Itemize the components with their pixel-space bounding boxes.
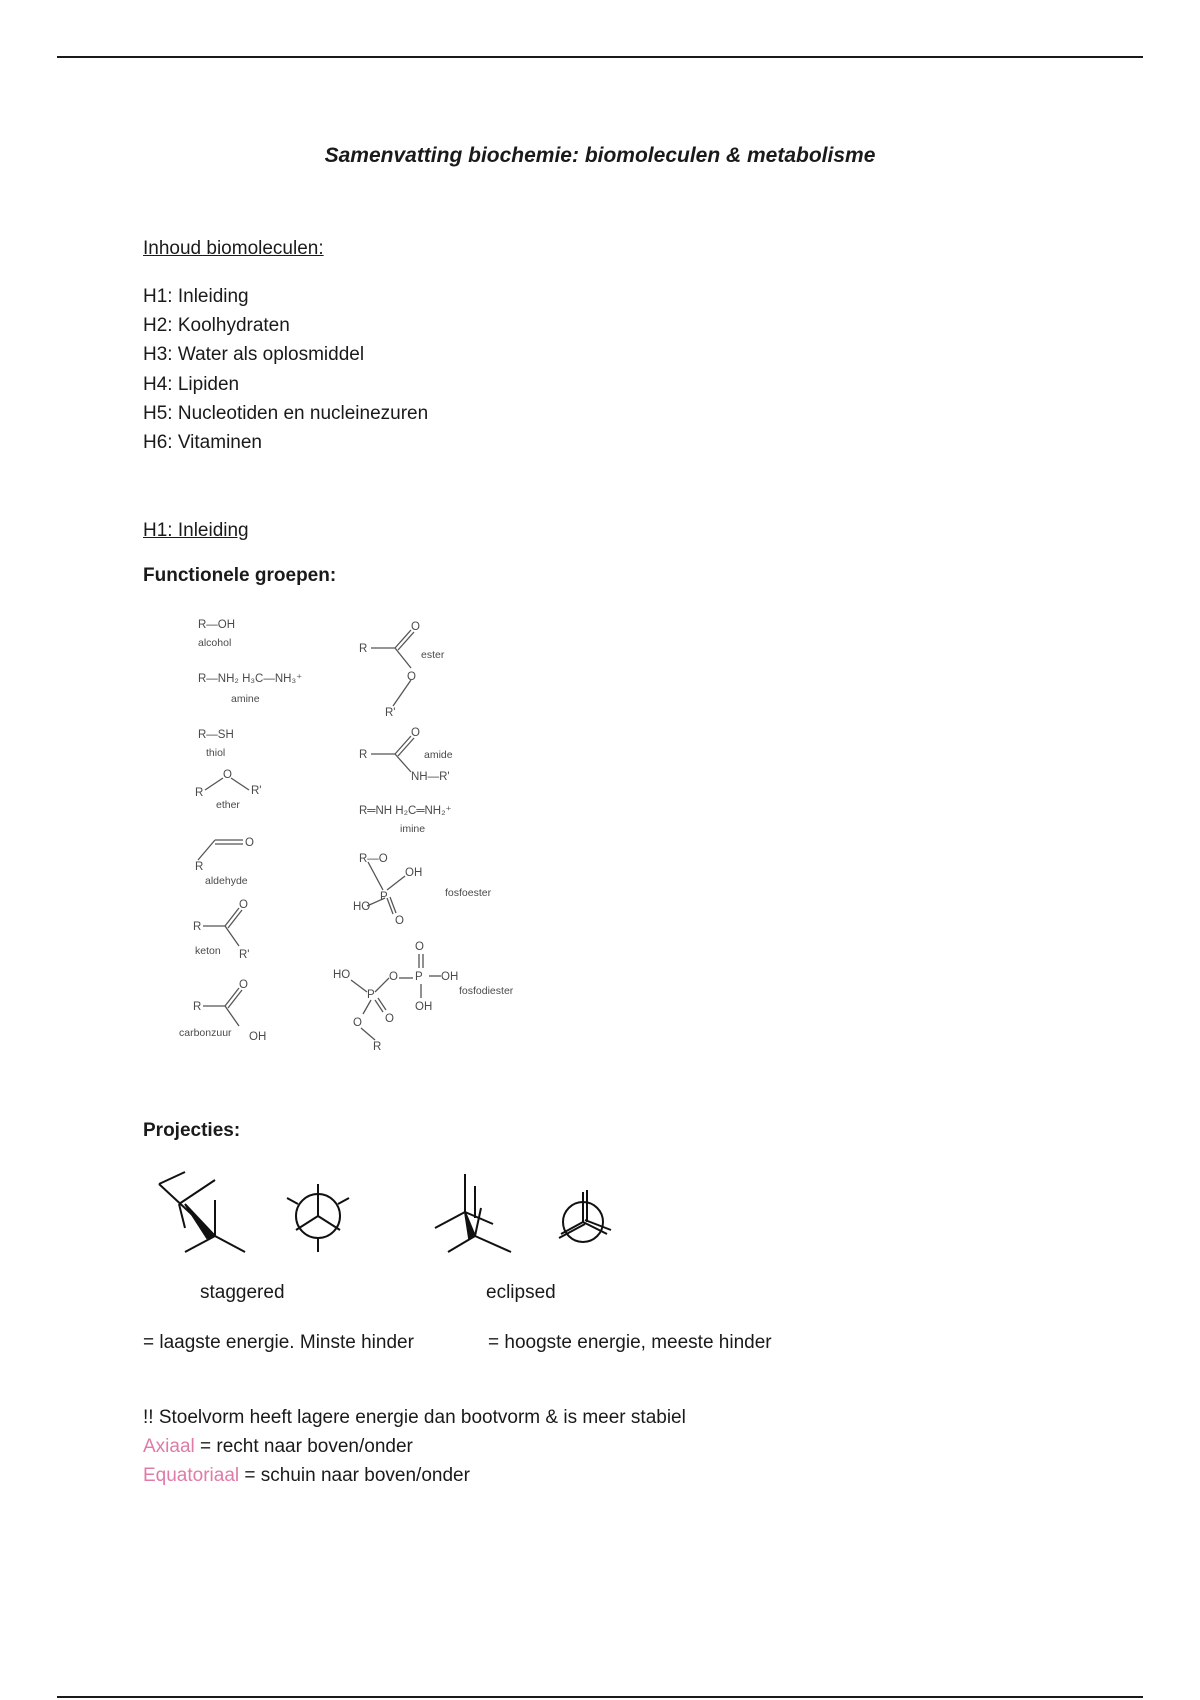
equatoriaal-term: Equatoriaal (143, 1465, 240, 1486)
equatoriaal-description: = schuin naar boven/onder (239, 1465, 470, 1486)
svg-text:O: O (415, 941, 424, 953)
eclipsed-description: = hoogste energie, meeste hinder (488, 1332, 772, 1353)
svg-text:P: P (415, 971, 423, 983)
chem-aldehyde-label: aldehyde (205, 875, 248, 887)
projections-figure (143, 1168, 643, 1268)
axiaal-term: Axiaal (143, 1436, 195, 1457)
toc-item: H3: Water als oplosmiddel (143, 344, 365, 366)
svg-text:P: P (367, 989, 375, 1001)
bottom-rule (57, 1696, 1143, 1698)
svg-text:R': R' (239, 949, 250, 961)
top-rule (57, 56, 1143, 58)
functional-groups-figure (143, 608, 523, 1058)
svg-text:O: O (239, 979, 248, 991)
stability-note: !! Stoelvorm heeft lagere energie dan bootvorm & is meer stabiel (143, 1407, 686, 1428)
svg-text:HO: HO (333, 969, 351, 981)
chem-fosfoester-label: fosfoester (445, 887, 492, 899)
chem-imine-label: imine (400, 823, 426, 835)
svg-text:R: R (193, 1001, 202, 1013)
svg-text:R: R (373, 1041, 382, 1053)
chem-ester-label: ester (421, 649, 445, 661)
chem-carbonzuur-label: carbonzuur (179, 1027, 232, 1039)
svg-text:O: O (411, 621, 420, 633)
toc-item: H2: Koolhydraten (143, 315, 290, 337)
toc-item: H5: Nucleotiden en nucleinezuren (143, 402, 429, 424)
svg-text:R': R' (385, 707, 396, 719)
chem-alcohol-formula: R—OH (198, 619, 236, 631)
svg-text:R—O: R—O (359, 853, 388, 865)
svg-text:O: O (389, 971, 398, 983)
chem-amine-formula: R—NH₂ H₃C—NH₃⁺ (198, 673, 303, 685)
chem-thiol-label: thiol (206, 747, 226, 759)
functional-groups-heading: Functionele groepen: (143, 565, 337, 586)
toc-list (143, 282, 428, 457)
toc-item: H6: Vitaminen (143, 432, 262, 454)
chem-amine-label: amine (231, 693, 260, 705)
svg-text:O: O (239, 899, 248, 911)
svg-text:OH: OH (441, 971, 459, 983)
toc-item: H4: Lipiden (143, 373, 240, 395)
svg-text:O: O (385, 1013, 394, 1025)
section-heading-h1: H1: Inleiding (143, 520, 249, 541)
svg-text:P: P (380, 891, 388, 903)
svg-text:R: R (195, 861, 204, 873)
eclipsed-label: eclipsed (486, 1282, 556, 1303)
staggered-label: staggered (200, 1282, 285, 1303)
svg-text:O: O (411, 727, 420, 739)
svg-text:OH: OH (415, 1001, 433, 1013)
svg-text:O: O (223, 769, 232, 781)
toc-heading: Inhoud biomoleculen: (143, 238, 324, 259)
chem-amide-formula: NH—R' (411, 771, 450, 783)
svg-text:R: R (193, 921, 202, 933)
chem-fosfodiester-label: fosfodiester (459, 985, 514, 997)
svg-text:O: O (353, 1017, 362, 1029)
chem-thiol-formula: R—SH (198, 729, 234, 741)
equatoriaal-line (143, 1465, 470, 1487)
chem-imine-formula: R═NH H₂C═NH₂⁺ (359, 805, 452, 817)
svg-text:OH: OH (249, 1031, 267, 1043)
svg-text:O: O (245, 837, 254, 849)
chem-keton-label: keton (195, 945, 221, 957)
toc-item: H1: Inleiding (143, 286, 249, 307)
document-title: Samenvatting biochemie: biomoleculen & metabolisme (324, 144, 876, 167)
svg-text:O: O (407, 671, 416, 683)
svg-text:R: R (359, 643, 368, 655)
axiaal-line (143, 1436, 413, 1458)
chem-alcohol-label: alcohol (198, 637, 232, 649)
svg-text:OH: OH (405, 867, 423, 879)
svg-text:HO: HO (353, 901, 371, 913)
projections-heading: Projecties: (143, 1120, 241, 1141)
svg-text:R': R' (251, 785, 262, 797)
svg-text:R: R (195, 787, 204, 799)
axiaal-description: = recht naar boven/onder (194, 1436, 413, 1457)
chem-amide-label: amide (424, 749, 453, 761)
staggered-description: = laagste energie. Minste hinder (143, 1332, 414, 1353)
chem-ether-label: ether (216, 799, 240, 811)
svg-text:O: O (395, 915, 404, 927)
svg-text:R: R (359, 749, 368, 761)
